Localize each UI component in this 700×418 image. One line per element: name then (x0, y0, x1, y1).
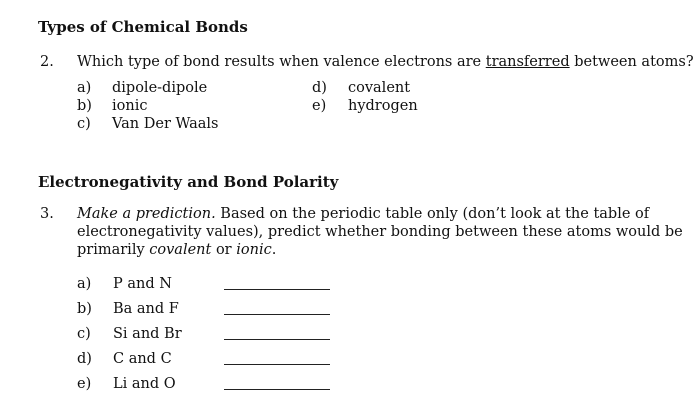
question-3-ionic-word: ionic (236, 242, 272, 258)
item-d-letter: d) (77, 351, 92, 367)
option-d-letter: d) (312, 80, 327, 96)
item-c-text: Si and Br (113, 326, 182, 342)
answer-line-e[interactable] (224, 389, 330, 390)
question-3-line-2: electronegativity values), predict whether bonding between these atoms would be (77, 224, 683, 240)
question-3-italic-lead: Make a prediction. (77, 206, 216, 222)
answer-line-a[interactable] (224, 289, 330, 290)
option-e-letter: e) (312, 98, 327, 114)
question-3-period: . (271, 242, 277, 258)
item-c-letter: c) (77, 326, 91, 342)
answer-line-b[interactable] (224, 314, 330, 315)
option-c-text: Van Der Waals (112, 116, 219, 132)
option-b-text: ionic (112, 98, 148, 114)
question-3-line-3 (77, 242, 276, 258)
question-2-text-before: Which type of bond results when valence electrons are (77, 54, 486, 70)
question-3-line-3-before: primarily (77, 242, 150, 258)
option-a-text: dipole-dipole (112, 80, 208, 96)
question-3-number: 3. (40, 206, 54, 222)
item-a-letter: a) (77, 276, 92, 292)
item-a-text: P and N (113, 276, 172, 292)
section-title-electronegativity: Electronegativity and Bond Polarity (38, 173, 339, 191)
question-2-underlined-word: transferred (485, 54, 570, 70)
item-e-text: Li and O (113, 376, 176, 392)
item-d-text: C and C (113, 351, 172, 367)
question-2-text (77, 54, 694, 70)
section-title-types-of-bonds: Types of Chemical Bonds (38, 18, 248, 36)
item-b-text: Ba and F (113, 301, 179, 317)
item-e-letter: e) (77, 376, 92, 392)
answer-line-d[interactable] (224, 364, 330, 365)
option-a-letter: a) (77, 80, 92, 96)
option-c-letter: c) (77, 116, 91, 132)
option-b-letter: b) (77, 98, 92, 114)
question-2-text-after: between atoms? (569, 54, 694, 70)
option-d-text: covalent (348, 80, 411, 96)
option-e-text: hydrogen (348, 98, 418, 114)
question-3-or-word: or (211, 242, 237, 258)
item-b-letter: b) (77, 301, 92, 317)
question-2-number: 2. (40, 54, 54, 70)
question-3-line-1 (77, 206, 649, 222)
answer-line-c[interactable] (224, 339, 330, 340)
question-3-covalent-word: covalent (149, 242, 212, 258)
question-3-line-1-rest: Based on the periodic table only (don’t look at the table of (215, 206, 650, 222)
